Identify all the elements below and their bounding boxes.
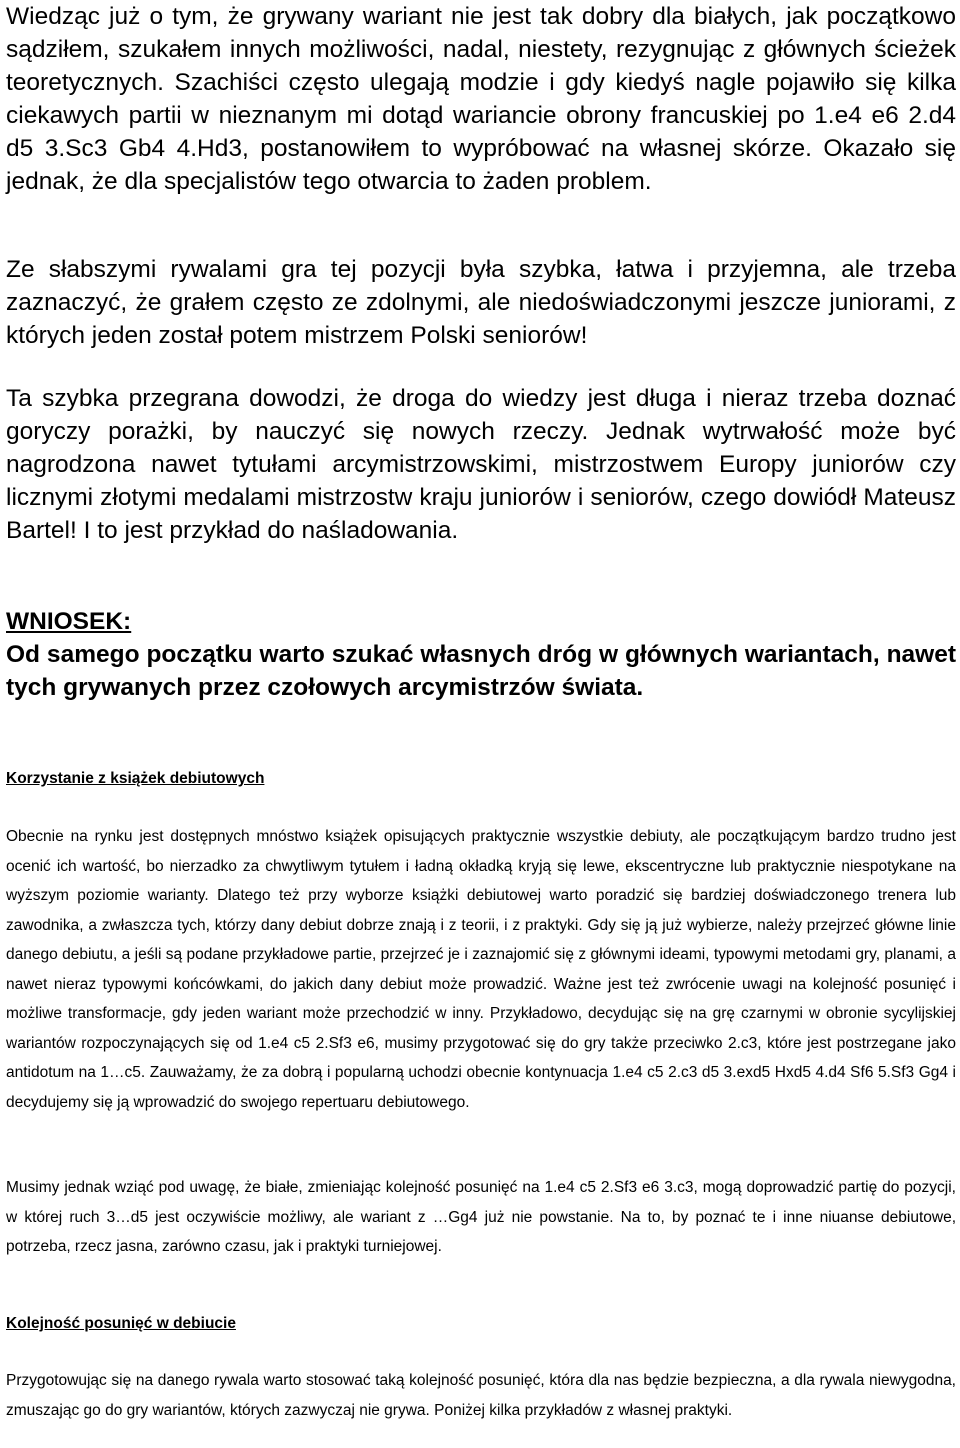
section-heading-move-order: Kolejność posunięć w debiucie [6,1315,236,1332]
paragraph-opening-books: Obecnie na rynku jest dostępnych mnóstwo książek opisujących praktycznie wszystkie debiuty, ale początkującym bardzo trudno jest ocenić ich wartość, bo nierzadko za chwytliwym tytułem i ładną okładką kryją się lewe, ekscentryczne lub praktycznie niespotykane na wyższym poziomie warianty. Dlatego też przy wyborze książki debiutowej warto poradzić się bardziej doświadczonego trenera lub zawodnika, a zwłaszcza tych, którzy dany debiut dobrze znają i z teorii, i z praktyki. Gdy się ją już wybierze, należy przejrzeć główne linie danego debiutu, a jeśli są podane przykładowe partie, przejrzeć je i zaznajomić się z głównymi ideami, typowymi metodami gry, planami, a nawet nieraz typowymi końcówkami, do jakich dany debiut może prowadzić. Ważne jest też zwrócenie uwagi na kolejność posunięć i możliwe transformacje, gdy jeden wariant może przechodzić w inny. Przykładowo, decydując się na grę czarnymi w obronie sycylijskiej wariantów rozpoczynających się od 1.e4 c5 2.Sf3 e6, musimy przygotować się do gry także przeciwko 2.c3, które jest postrzegane jako antidotum na 1…c5. Zauważamy, że za dobrą i popularną uchodzi obecnie kontynuacja 1.e4 c5 2.c3 d5 3.exd5 Hxd5 4.d4 Sf6 5.Sf3 Gg4 i decydujemy się ją wprowadzić do swojego repertuaru debiutowego. [6,828,956,1111]
conclusion-text: Od samego początku warto szukać własnych dróg w głównych wariantach, nawet tych grywanych przez czołowych arcymistrzów świata. [6,641,956,701]
paragraph-quick-loss: Ta szybka przegrana dowodzi, że droga do wiedzy jest długa i nieraz trzeba doznać goryczy porażki, by nauczyć się nowych rzeczy. Jednak wytrwałość może być nagrodzona nawet tytułami arcymistrzowskimi, mistrzostwem Europy juniorów czy licznymi złotymi medalami mistrzostw kraju juniorów i seniorów, czego dowiódł Mateusz Bartel! I to jest przykład do naśladowania. [6,385,956,544]
paragraph-weaker-rivals: Ze słabszymi rywalami gra tej pozycji była szybka, łatwa i przyjemna, ale trzeba zaznaczyć, że grałem często ze zdolnymi, ale niedoświadczonymi jeszcze juniorami, z których jeden został potem mistrzem Polski seniorów! [6,256,956,349]
paragraph-move-order: Przygotowując się na danego rywala warto stosować taką kolejność posunięć, która dla nas będzie bezpieczna, a dla rywala niewygodna, zmuszając go do gry wariantów, których zazwyczaj nie grywa. Poniżej kilka przykładów z własnej praktyki. [6,1372,956,1419]
section-heading-opening-books: Korzystanie z książek debiutowych [6,770,265,787]
paragraph-move-order-nuance: Musimy jednak wziąć pod uwagę, że białe, zmieniając kolejność posunięć na 1.e4 c5 2.Sf3 e6 3.c3, mogą doprowadzić partię do pozycji, w której ruch 3…d5 jest oczywiście możliwy, ale wariant z …Gg4 już nie powstanie. Na to, by poznać te i inne niuanse debiutowe, potrzeba, rzecz jasna, zarówno czasu, jak i praktyki turniejowej. [6,1179,956,1255]
paragraph-opening-choice: Wiedząc już o tym, że grywany wariant nie jest tak dobry dla białych, jak początkowo sądziłem, szukałem innych możliwości, nadal, niestety, rezygnując z głównych ścieżek teoretycznych. Szachiści często ulegają modzie i gdy kiedyś nagle pojawiło się kilka ciekawych partii w nieznanym mi dotąd wariancie obrony francuskiej po 1.e4 e6 2.d4 d5 3.Sc3 Gb4 4.Hd3, postanowiłem to wypróbować na własnej skórze. Okazało się jednak, że dla specjalistów tego otwarcia to żaden problem. [6,3,956,195]
conclusion-heading: WNIOSEK: [6,608,132,635]
